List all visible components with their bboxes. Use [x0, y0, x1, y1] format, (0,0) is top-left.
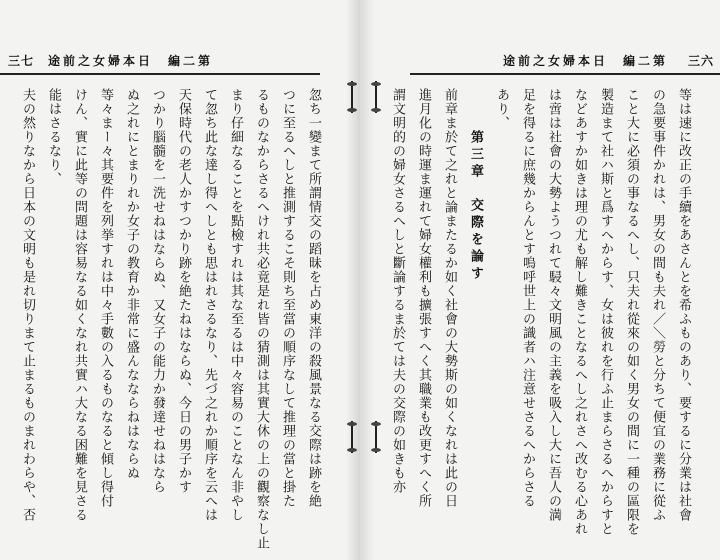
left-body-text: 忽ち一變まて所謂情交の蹈昧を占め東洋の殺風景なる交際は跡を絶 つに至るへしと推測するこそ則ち至當の順序なして推理の當と掛た るものなからさるへけれ共必竟是れ皆の猜測は其實大休の上の觀察なし止 まり仔細なることを點檢すれは其な至るは中々容易のことなん非やし て忽ち此な達し得へしとも思はれさるなり、先づ之れか順序を云へは 天保時代の老人かすつかり跡を絶たねはならぬ、今日の男子かす つかり腦髓を一洗せねはならぬ、又女子の能力か發達せねはなら ぬ之れにとまりれか女子の教育か非常に盛んなならねはならぬ 等々まー々其要件を列挙すれは中々手數の入るものなると傾し得付 けん、實に此等の問題は容易なる如くなれ共實ハ大なる困難を見さる 能はさるなり、 夫の然りなから日本の文明も是れ切りまて止まるものまれわらや、否 — [20, 88, 321, 550]
left-binding-clip-top — [343, 80, 361, 114]
right-body-text-after-heading: 前章ま於て之れと論またるか如く社會の大勢斯の如くなれは此の日 進月化の時運ま運れて婦女權利も擴張すへく其職業も改更すへく所 謂文明的の婦女さるへしと斷論するま於ては夫の交際の如きも亦 — [390, 88, 457, 508]
right-header-rule — [410, 73, 720, 75]
right-page — [360, 0, 720, 560]
right-body-text-before-heading: 等は速に改正の手續をあさんとを希ふものあり、要するに分業は社會 の急要事件かれは、男女の間も夫れ／＼勞と分ちて便宜の業務に從ふ こと大に必須の事なるへし、只夫れ從來の如く男女の間に一種の區限を 製造まて社ハ斯と爲すへからす、女は彼れを行ふ止まらさるへからすと などあすか如きは理の尤も解し難きことなるへし之れさへ改むる心あれ は啻は社會の大勢ようつれて駸々文明風の主義を吸入し大に吾人の満 足を得るに庶幾からんとす嗚呼世上の識者ハ注意せさるへからさる あり、 — [494, 88, 691, 536]
left-header-rule — [0, 73, 320, 75]
left-page-number: 三七 — [8, 54, 35, 68]
left-page-text — [20, 88, 326, 550]
right-binding-clip-bottom — [367, 420, 385, 454]
left-running-header: 途前之女婦本日 編二第 — [48, 54, 214, 68]
right-binding-clip-top — [367, 80, 385, 114]
right-page-text — [390, 88, 696, 550]
right-running-header: 途前之女婦本日 編二第 — [502, 54, 668, 68]
left-binding-clip-bottom — [343, 420, 361, 454]
section-heading: 第三章 交際を論す — [468, 130, 483, 283]
right-page-number: 三六 — [687, 54, 714, 68]
